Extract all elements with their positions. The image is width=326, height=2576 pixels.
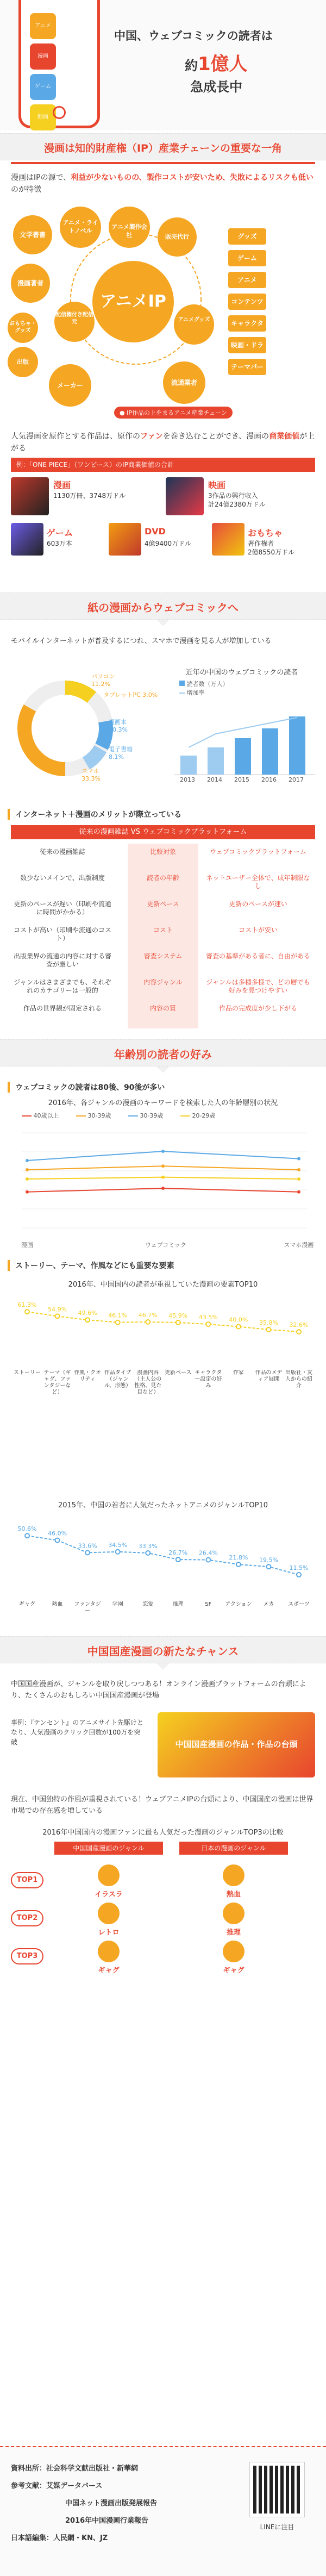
- merit-cell-right: 審査の基準がある者に、自由がある: [205, 952, 310, 960]
- age-title: 年齢別の読者の好み: [114, 1048, 212, 1061]
- rank-badge: TOP3: [11, 1948, 43, 1964]
- bar-legend-growth: 増加率: [179, 688, 205, 697]
- genre-line-chart: [11, 1510, 315, 1597]
- category-label: 更新ペース: [165, 1370, 192, 1376]
- data-point: [55, 1314, 60, 1318]
- merit-cell-right: ウェブコミックプラットフォーム: [210, 848, 306, 856]
- donut-label: タブレットPC 3.0%: [103, 691, 158, 698]
- ip-node: おもちゃ・グッズ: [8, 313, 38, 343]
- ip-node: 出版: [8, 347, 38, 377]
- example-photo-dvd: [109, 523, 141, 556]
- fire-icon: ●: [120, 409, 125, 416]
- ip-node: 漫画著者: [11, 264, 50, 303]
- genre-icon: [98, 1864, 120, 1886]
- merit-cell-mid: 内容の質: [149, 1005, 176, 1012]
- data-label: 61.3%: [17, 1301, 37, 1309]
- chance-banner: 中国国産漫画の作品・作品の台頭: [158, 1712, 315, 1777]
- age-chart-title: 2016年、各ジャンルの漫画のキーワードを検索した人の年齢層別の状況: [48, 1099, 278, 1107]
- data-label: 50.6%: [17, 1525, 37, 1533]
- example-value: 著作権者 2億8550万ドル: [248, 540, 295, 556]
- donut-label: 電子書籍 8.1%: [109, 746, 133, 760]
- bar: [262, 728, 278, 775]
- data-point: [146, 1320, 150, 1324]
- qr-label: LINEに注目: [260, 2523, 294, 2531]
- merit-cell-left: 出版業界の流通の内容に対する審査が厳しい: [13, 952, 111, 968]
- age-data-point: [26, 1190, 29, 1194]
- bar-year: 2016: [261, 776, 277, 783]
- age-data-point: [297, 1177, 300, 1181]
- qr-code: [250, 2462, 304, 2517]
- data-point: [266, 1327, 271, 1332]
- data-point: [206, 1558, 210, 1562]
- bar: [289, 716, 305, 775]
- merit-cell-right: 作品の完成度が少し下がる: [218, 1005, 297, 1012]
- chance-p1: 中国国産漫画が、ジャンルを取り戻しつつある！オンライン漫画プラットフォームの台頭により、たくさんのおもしろい中国国産漫画が登場: [11, 1680, 306, 1700]
- category-label: 恋愛: [142, 1601, 154, 1607]
- bar-legend-readers: 読者数（万人）: [179, 679, 229, 688]
- ip-node: メーカー: [49, 364, 91, 407]
- header-banner: [0, 0, 326, 130]
- ranking-col-jp: 日本の漫画のジャンル: [179, 1842, 288, 1855]
- example-name: DVD: [145, 526, 166, 537]
- data-label: 33.6%: [78, 1542, 97, 1550]
- donut-label: 漫画本 10.3%: [109, 719, 128, 733]
- age-subtitle: ウェブコミックの読者は80後、90後が多い: [8, 1082, 165, 1093]
- category-label: 熱血: [52, 1601, 63, 1607]
- data-label: 19.5%: [259, 1556, 278, 1564]
- bar-year: 2013: [180, 776, 195, 783]
- data-label: 43.5%: [198, 1314, 218, 1321]
- bar: [208, 747, 224, 775]
- footer-line: 2016年中国漫画行業報告: [65, 2517, 149, 2525]
- genre-label: レトロ: [98, 1929, 120, 1937]
- merit-cell-mid: 内容ジャンル: [143, 978, 183, 986]
- rank-badge: TOP1: [11, 1872, 43, 1888]
- data-point: [297, 1573, 301, 1577]
- shift-title: 紙の漫画からウェブコミックへ: [87, 601, 239, 614]
- donut-label: パソコン 11.2%: [91, 673, 115, 688]
- merit-cell-left: 作品の世界観が固定される: [23, 1005, 102, 1012]
- merit-cell-left: 更新のペースが遅い（印刷や流通に時間がかかる）: [14, 900, 111, 916]
- genre-label: ギャグ: [223, 1967, 244, 1975]
- line3-title: 2015年、中国の若者に人気だったネットアニメのジャンルTOP10: [58, 1501, 268, 1510]
- age-subtitle2: ストーリー、テーマ、作風などにも重要な要素: [8, 1260, 174, 1271]
- example-photo-movie: [166, 477, 204, 515]
- ip-node: アニメ・ライトノベル: [60, 207, 101, 248]
- line2-title: 2016年、中国国内の読者が重視していた漫画の要素TOP10: [68, 1281, 258, 1289]
- genre-label: 推理: [226, 1929, 241, 1937]
- data-point: [85, 1550, 90, 1555]
- example-name: 漫画: [53, 480, 71, 490]
- bar-year: 2015: [234, 776, 249, 783]
- app-icon: ゲーム: [30, 74, 56, 100]
- example-photo-toys: [212, 523, 244, 556]
- category-label: ファンタジー: [74, 1601, 101, 1614]
- header-line2-pre: 約: [185, 58, 198, 73]
- age-data-point: [26, 1159, 29, 1162]
- merit-subtitle: インターネット＋漫画のメリットが際立っている: [8, 809, 181, 820]
- donut-label: スマホ 33.3%: [82, 768, 101, 782]
- bar-chart: [168, 696, 321, 788]
- ip-center-node: アニメIP: [92, 261, 174, 342]
- merit-cell-right: 更新のペースが速い: [229, 900, 287, 908]
- ip-title-underline: [11, 162, 315, 164]
- footer-line: 日本語編集：人民網・KN、JZ: [11, 2534, 108, 2542]
- ranking-col-cn: 中国国産漫画のジャンル: [54, 1842, 163, 1855]
- legend-item: 40歳以上: [22, 1112, 59, 1119]
- data-label: 35.8%: [259, 1319, 278, 1326]
- age-line-chart: [11, 1122, 315, 1236]
- category-label: 推理: [172, 1601, 184, 1607]
- ip-side-box: コンテンツ: [228, 294, 266, 310]
- example-value: 4億9400万ドル: [145, 540, 192, 547]
- data-point: [176, 1320, 180, 1325]
- example-value: 603万本: [47, 540, 72, 547]
- category-label: 作品タイプ（ジャンル、形態）: [104, 1370, 131, 1389]
- data-point: [25, 1533, 29, 1538]
- merit-cell-mid: コスト: [153, 926, 173, 934]
- chance-arrow: [156, 1663, 170, 1670]
- footer-line: 中国ネット漫画出版発展報告: [65, 2499, 158, 2508]
- merit-cell-mid: 読者の年齢: [146, 874, 179, 882]
- data-label: 45.9%: [168, 1312, 188, 1319]
- elements-line-chart: [11, 1289, 315, 1365]
- header-line3: 急成長中: [190, 79, 242, 95]
- data-point: [25, 1309, 29, 1314]
- category-label: スポーツ: [288, 1601, 310, 1607]
- genre-icon: [98, 1941, 120, 1962]
- ip-intro: 漫画はIPの源で、利益が少ないものの、製作コストが安いため、失敗によるリスクも低いのが特徴: [11, 173, 314, 194]
- data-point: [116, 1550, 120, 1554]
- ip-side-box: ゲーム: [228, 250, 266, 266]
- ip-side-box: アニメ: [228, 272, 266, 288]
- example-photo-manga: [11, 477, 49, 515]
- data-label: 40.0%: [229, 1316, 248, 1324]
- ip-side-box: テーマパーク: [228, 359, 266, 375]
- category-label: 作風・クオリティ: [74, 1370, 102, 1382]
- category-label: 作家: [233, 1370, 244, 1376]
- data-point: [206, 1322, 210, 1326]
- ip-side-box: グッズ: [228, 228, 266, 245]
- bar: [180, 756, 197, 775]
- ip-caption: ● IP作品の上をまるアニメ産業チェーン: [114, 407, 233, 419]
- phone-home-button: [53, 106, 66, 119]
- ip-node: 文学著書: [13, 215, 52, 254]
- age-data-point: [161, 1176, 165, 1179]
- category-label: SF: [205, 1601, 212, 1607]
- data-point: [266, 1564, 271, 1569]
- ip-node: 流通業者: [163, 361, 205, 404]
- bar-chart-title: 近年の中国のウェブコミックの読者: [185, 669, 298, 677]
- data-label: 11.5%: [289, 1564, 309, 1571]
- data-label: 26.4%: [198, 1549, 218, 1557]
- chance-p2: 現在、中国独特の作風が重視されている！ウェブアニメIPの台頭により、中国国産の漫画は世界市場での存在感を増している: [11, 1795, 314, 1815]
- legend-item: 30-39歳: [128, 1112, 163, 1119]
- series-line: [27, 1536, 299, 1575]
- ip-example-label: 例：「ONE PIECE」（ワンピース）のIP商業価値の合計: [11, 458, 315, 472]
- bar: [235, 738, 251, 775]
- ip-body: 人気漫画を原作とする作品は、原作のファンを巻き込むことができ、漫画の商業価値が上がる: [11, 432, 315, 453]
- chance-title: 中国国産漫画の新たなチャンス: [87, 1645, 239, 1658]
- ip-node: 販売代行: [158, 217, 197, 257]
- app-icon: アニメ: [30, 13, 56, 39]
- age-data-point: [161, 1164, 165, 1168]
- shift-intro: モバイルインターネットが普及するにつれ、スマホで漫画を見る人が増加している: [11, 637, 272, 645]
- data-label: 54.9%: [48, 1306, 67, 1313]
- age-x-label: スマホ漫画: [284, 1242, 314, 1249]
- merit-mid-column: [128, 844, 198, 1028]
- data-point: [297, 1330, 301, 1334]
- data-label: 32.6%: [289, 1321, 309, 1329]
- category-label: 漫画内容（主人公の性格、見た目など）: [134, 1370, 162, 1395]
- genre-icon: [223, 1903, 244, 1924]
- age-data-point: [161, 1150, 165, 1153]
- category-label: ギャグ: [19, 1601, 35, 1607]
- category-label: 出版社・友人からの紹介: [285, 1370, 312, 1389]
- merit-cell-left: ジャンルはさまざまでも、それぞれのカテゴリーは一般的: [14, 978, 111, 994]
- header-line2: [185, 49, 248, 76]
- genre-label: 熱血: [226, 1891, 241, 1899]
- example-name: ゲーム: [47, 528, 73, 538]
- header-highlight-number: 1億人: [198, 53, 248, 75]
- age-arrow: [156, 1066, 170, 1073]
- phone-frame: [18, 0, 100, 128]
- category-label: 作品のメディア展開: [255, 1370, 283, 1382]
- category-label: メカ: [263, 1601, 274, 1607]
- ip-title: 漫画は知的財産権（IP）産業チェーンの重要な一角: [43, 142, 283, 154]
- data-point: [146, 1551, 150, 1555]
- example-value: 1130万冊、3748万ドル: [53, 492, 126, 500]
- data-point: [176, 1557, 180, 1562]
- ip-node: 配信権付き配信元: [54, 302, 95, 342]
- genre-icon: [223, 1941, 244, 1962]
- ranking-title: 2016年中国国内の漫画ファンに最も人気だった漫画のジャンルTOP3の比較: [42, 1829, 284, 1837]
- bar-year: 2017: [289, 776, 304, 783]
- genre-label: ギャグ: [98, 1967, 120, 1975]
- ip-node: アニメ製作会社: [109, 207, 150, 248]
- data-label: 46.1%: [108, 1312, 128, 1319]
- example-photo-game: [11, 523, 43, 556]
- genre-label: イラスラ: [95, 1891, 123, 1899]
- merit-table-header: 従来の漫画雑誌 VS ウェブコミックプラットフォーム: [11, 825, 315, 839]
- chance-example: 事例：『テンセント』のアニメサイト先駆けとなり、人気漫画のクリック回数が100万を突破: [11, 1719, 143, 1746]
- age-data-point: [297, 1168, 300, 1171]
- data-label: 34.5%: [108, 1541, 128, 1549]
- age-x-label: ウェブコミック: [145, 1242, 186, 1249]
- category-label: テーマ（ギャグ、ファンタジーなど）: [43, 1370, 71, 1395]
- age-data-point: [26, 1177, 29, 1181]
- category-label: 学園: [112, 1601, 123, 1607]
- age-data-point: [161, 1187, 165, 1190]
- example-name: 映画: [208, 480, 226, 490]
- legend-item: 20-29歳: [180, 1112, 215, 1119]
- merit-cell-left: 従来の漫画雑誌: [39, 848, 85, 856]
- data-point: [116, 1320, 120, 1325]
- data-point: [236, 1562, 241, 1567]
- ip-side-box: キャラクタ: [228, 315, 266, 332]
- age-data-point: [297, 1157, 300, 1161]
- data-label: 46.7%: [138, 1311, 158, 1319]
- data-label: 26.7%: [168, 1549, 188, 1557]
- data-label: 21.8%: [229, 1554, 248, 1562]
- merit-cell-right: コストが安い: [238, 926, 278, 934]
- merit-cell-right: ジャンルは多種多様で、どの層でも好みを見つけやすい: [206, 978, 310, 994]
- rank-badge: TOP2: [11, 1910, 43, 1926]
- footer-line: 参考文献：艾媒データバース: [11, 2482, 103, 2490]
- category-label: キャラクター設定の好み: [195, 1370, 222, 1389]
- genre-icon: [98, 1903, 120, 1924]
- example-value: 3作品の興行収入 計24億2380万ドル: [208, 492, 266, 508]
- data-point: [236, 1325, 241, 1329]
- app-icon: 漫画: [30, 43, 56, 70]
- age-legend: [22, 1111, 315, 1120]
- merit-cell-left: 数少ないメインで、出版制度: [20, 874, 105, 882]
- merit-cell-mid: 比較対象: [149, 848, 176, 856]
- merit-cell-left: コストが高い（印刷や流通のコスト）: [13, 926, 111, 942]
- app-icon: 動画: [30, 104, 56, 130]
- ip-node: アニメグッズ: [174, 304, 214, 345]
- legend-item: 30-39歳: [76, 1112, 111, 1119]
- data-point: [55, 1538, 60, 1543]
- ip-side-box: 映画・ドラ: [228, 337, 266, 353]
- data-label: 49.6%: [78, 1309, 97, 1317]
- merit-cell-mid: 更新ペース: [147, 900, 179, 908]
- category-label: アクション: [225, 1601, 252, 1607]
- shift-arrow: [156, 620, 170, 626]
- series-line: [27, 1312, 299, 1332]
- age-data-point: [26, 1168, 29, 1171]
- merit-cell-right: ネットユーザー全体で、成年制限なし: [206, 874, 310, 890]
- header-line1: 中国、ウェブコミックの読者は: [114, 29, 273, 42]
- example-name: おもちゃ: [248, 528, 283, 538]
- genre-icon: [223, 1864, 244, 1886]
- merit-cell-mid: 審査システム: [143, 952, 183, 960]
- age-data-point: [297, 1190, 300, 1194]
- age-x-label: 漫画: [21, 1242, 33, 1249]
- ip-diagram: [0, 207, 326, 424]
- footer-line: 資料出所：社会科学文献出版社・新華網: [11, 2465, 139, 2473]
- data-point: [85, 1318, 90, 1322]
- data-label: 46.0%: [48, 1530, 67, 1537]
- bar-year: 2014: [207, 776, 222, 783]
- category-label: ストーリー: [14, 1370, 41, 1376]
- data-label: 33.3%: [138, 1542, 158, 1550]
